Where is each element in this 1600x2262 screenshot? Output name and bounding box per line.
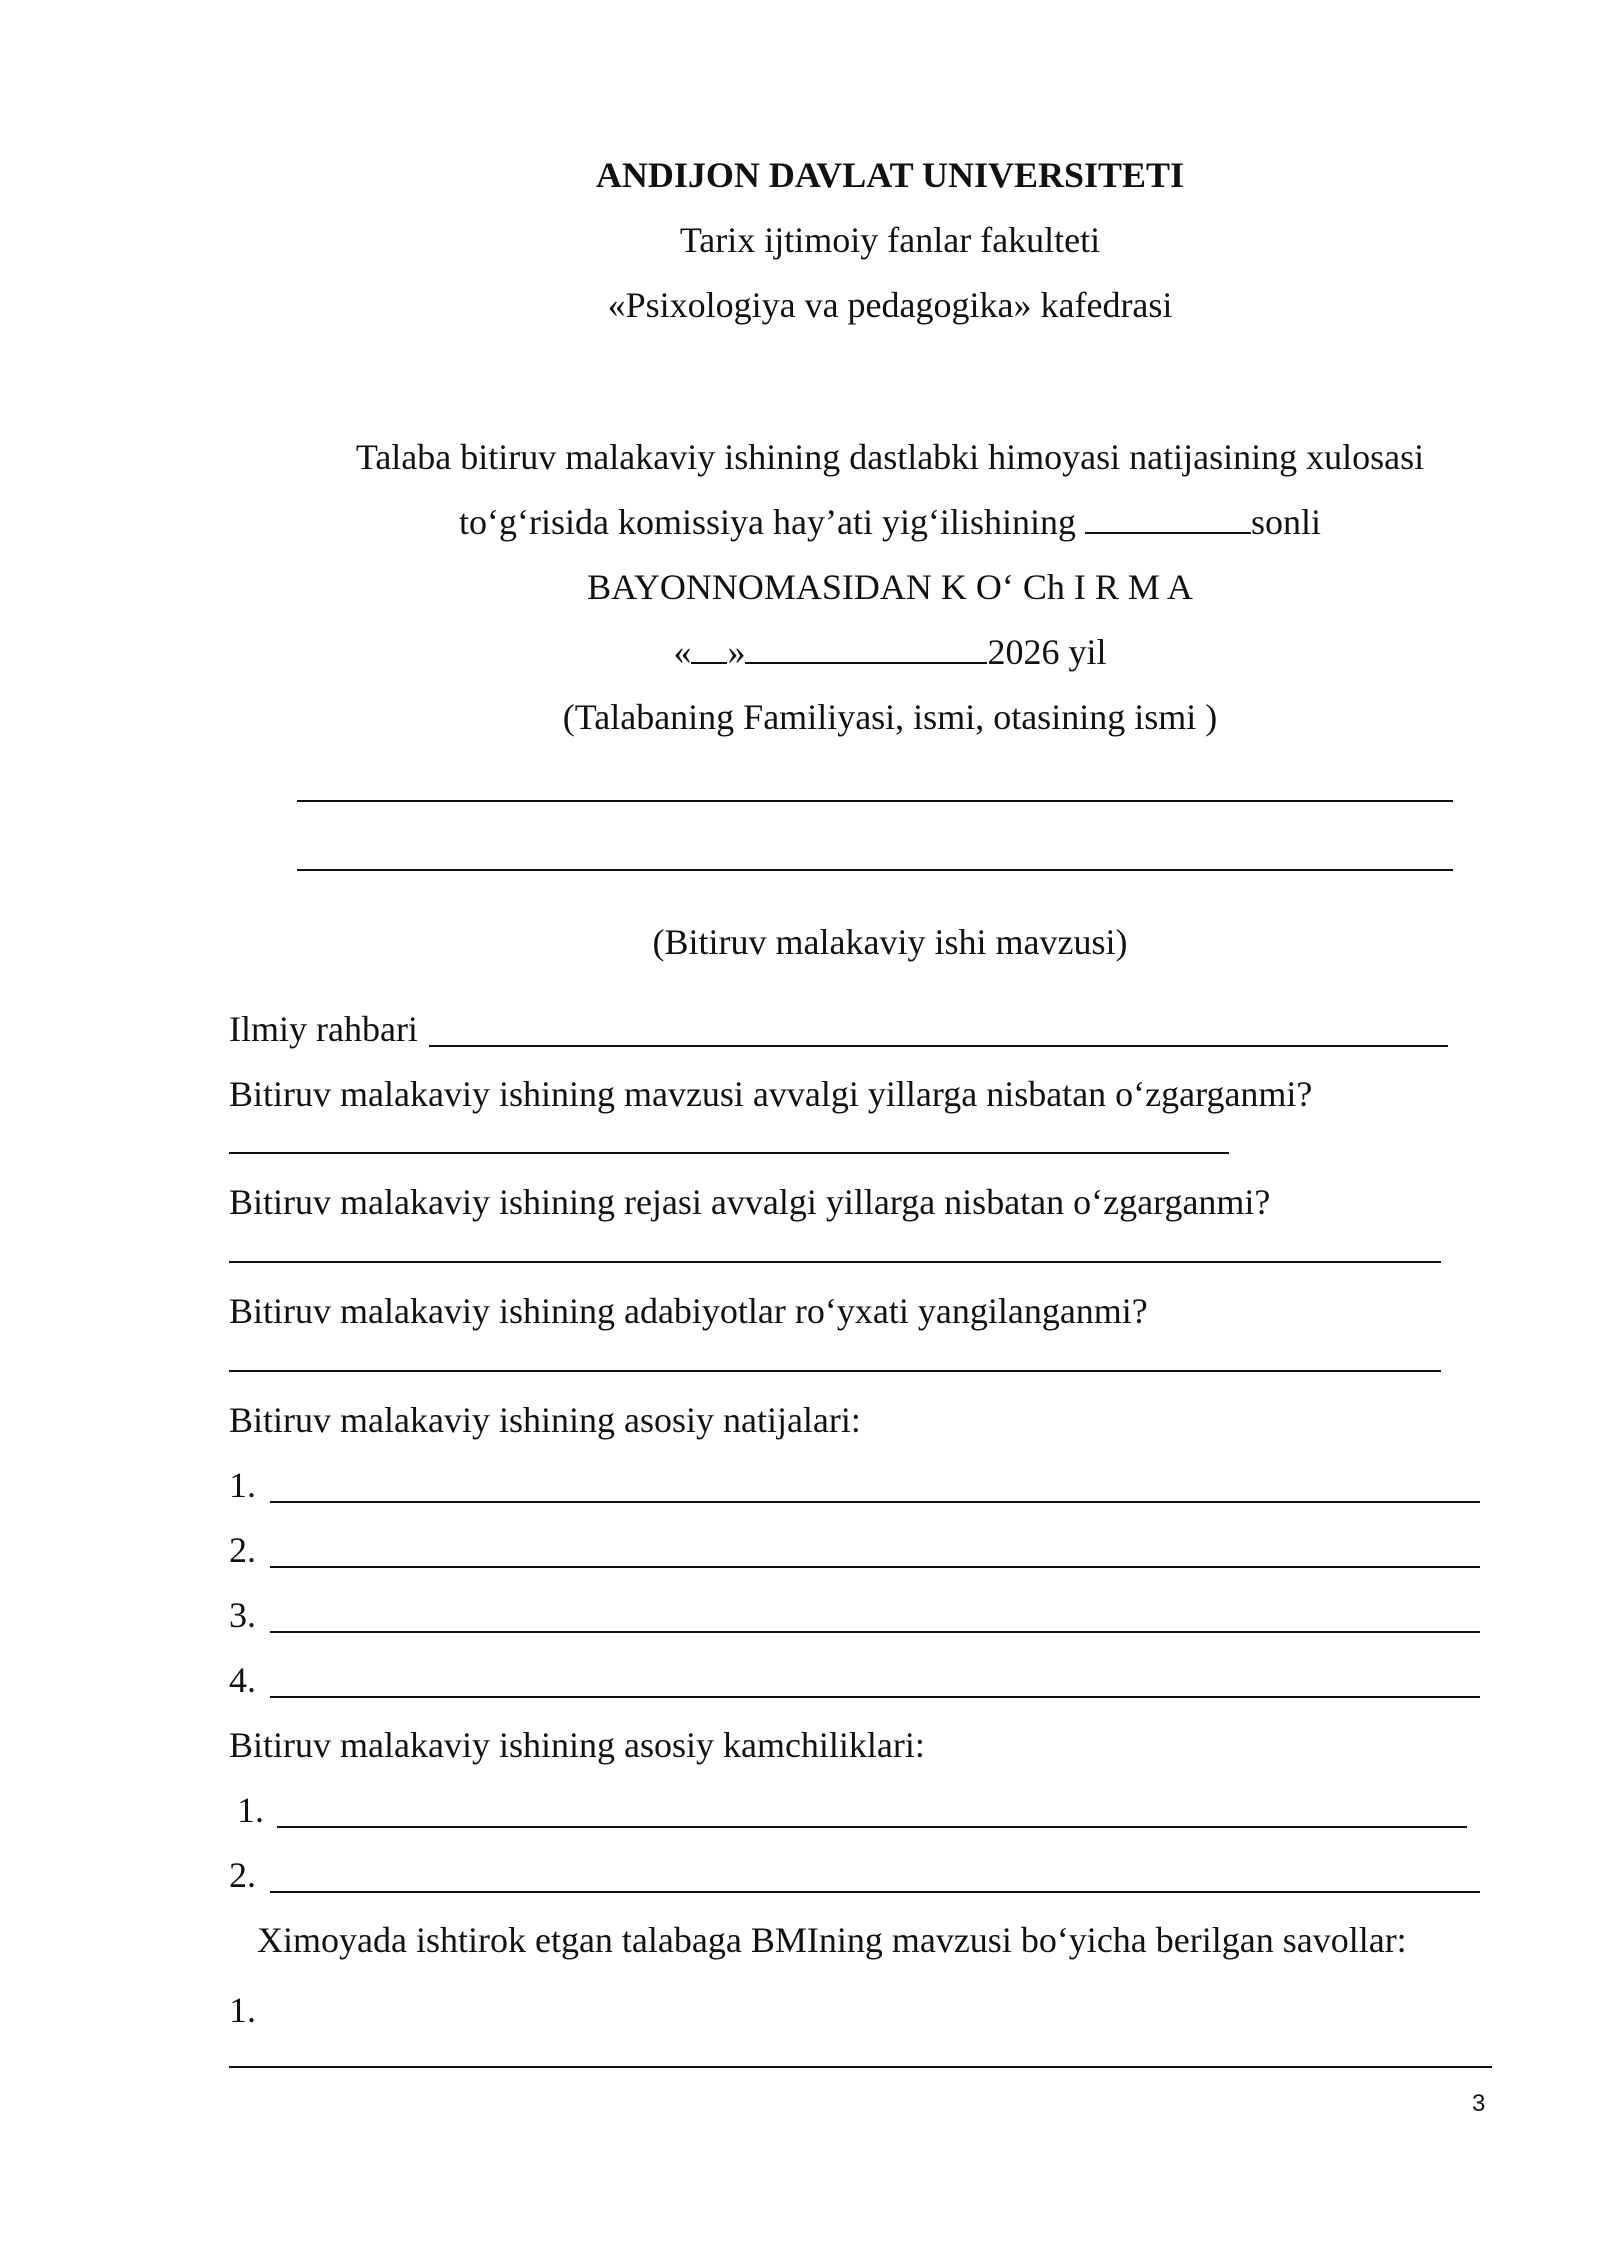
result-item-number: 4. — [229, 1660, 256, 1700]
shortcomings-label: Bitiruv malakaviy ishining asosiy kamchiliklari: — [229, 1725, 925, 1765]
title-line-2-suffix: sonli — [1250, 502, 1321, 542]
date-close-quote: » — [727, 632, 746, 672]
questions-label: Ximoyada ishtirok etgan talabaga BMIning mavzusi bo‘yicha berilgan savollar: — [257, 1920, 1407, 1960]
question-item-line[interactable] — [229, 2066, 1492, 2068]
result-item-line[interactable] — [270, 1696, 1480, 1698]
answer-plan-changed-line[interactable] — [229, 1261, 1441, 1263]
topic-caption: (Bitiruv malakaviy ishi mavzusi) — [652, 922, 1128, 962]
result-item-line[interactable] — [270, 1501, 1480, 1503]
date-day-blank[interactable] — [691, 632, 727, 664]
protocol-number-blank[interactable] — [1085, 502, 1251, 534]
date-year: 2026 yil — [987, 632, 1107, 672]
question-plan-changed: Bitiruv malakaviy ishining rejasi avvalgi yillarga nisbatan o‘zgarganmi? — [229, 1182, 1271, 1222]
faculty-name: Tarix ijtimoiy fanlar fakulteti — [679, 220, 1101, 260]
title-line-2 — [0, 500, 1600, 544]
shortcoming-item-line[interactable] — [277, 1826, 1467, 1828]
department-name: «Psixologiya va pedagogika» kafedrasi — [607, 285, 1173, 325]
page-number: 3 — [1472, 2090, 1486, 2117]
shortcoming-item-line[interactable] — [270, 1891, 1480, 1893]
supervisor-input-line[interactable] — [429, 1045, 1448, 1047]
title-line-3: BAYONNOMASIDAN K O‘ Ch I R M A — [587, 567, 1193, 607]
date-open-quote: « — [673, 632, 692, 672]
title-line-1: Talaba bitiruv malakaviy ishining dastlabki himoyasi natijasining xulosasi — [355, 437, 1425, 477]
university-name: ANDIJON DAVLAT UNIVERSITETI — [595, 155, 1185, 195]
result-item-number: 1. — [229, 1465, 256, 1505]
student-name-caption: (Talabaning Familiyasi, ismi, otasining ismi ) — [562, 697, 1218, 737]
question-item-number: 1. — [229, 1990, 256, 2030]
answer-topic-changed-line[interactable] — [229, 1152, 1229, 1154]
result-item-number: 2. — [229, 1530, 256, 1570]
student-name-line-2[interactable] — [297, 869, 1453, 871]
question-literature-updated: Bitiruv malakaviy ishining adabiyotlar ro‘yxati yangilanganmi? — [229, 1291, 1148, 1331]
date-line — [0, 630, 1600, 674]
shortcoming-item-number: 1. — [237, 1790, 264, 1830]
date-month-blank[interactable] — [745, 632, 987, 664]
title-line-2-text: to‘g‘risida komissiya hay’ati yig‘ilishining — [459, 502, 1085, 542]
result-item-number: 3. — [229, 1595, 256, 1635]
answer-literature-updated-line[interactable] — [229, 1370, 1441, 1372]
student-name-line-1[interactable] — [297, 800, 1453, 802]
result-item-line[interactable] — [270, 1631, 1480, 1633]
supervisor-label: Ilmiy rahbari — [229, 1009, 418, 1049]
shortcoming-item-number: 2. — [229, 1855, 256, 1895]
question-topic-changed: Bitiruv malakaviy ishining mavzusi avvalgi yillarga nisbatan o‘zgarganmi? — [229, 1074, 1313, 1114]
results-label: Bitiruv malakaviy ishining asosiy natijalari: — [229, 1400, 861, 1440]
result-item-line[interactable] — [270, 1566, 1480, 1568]
